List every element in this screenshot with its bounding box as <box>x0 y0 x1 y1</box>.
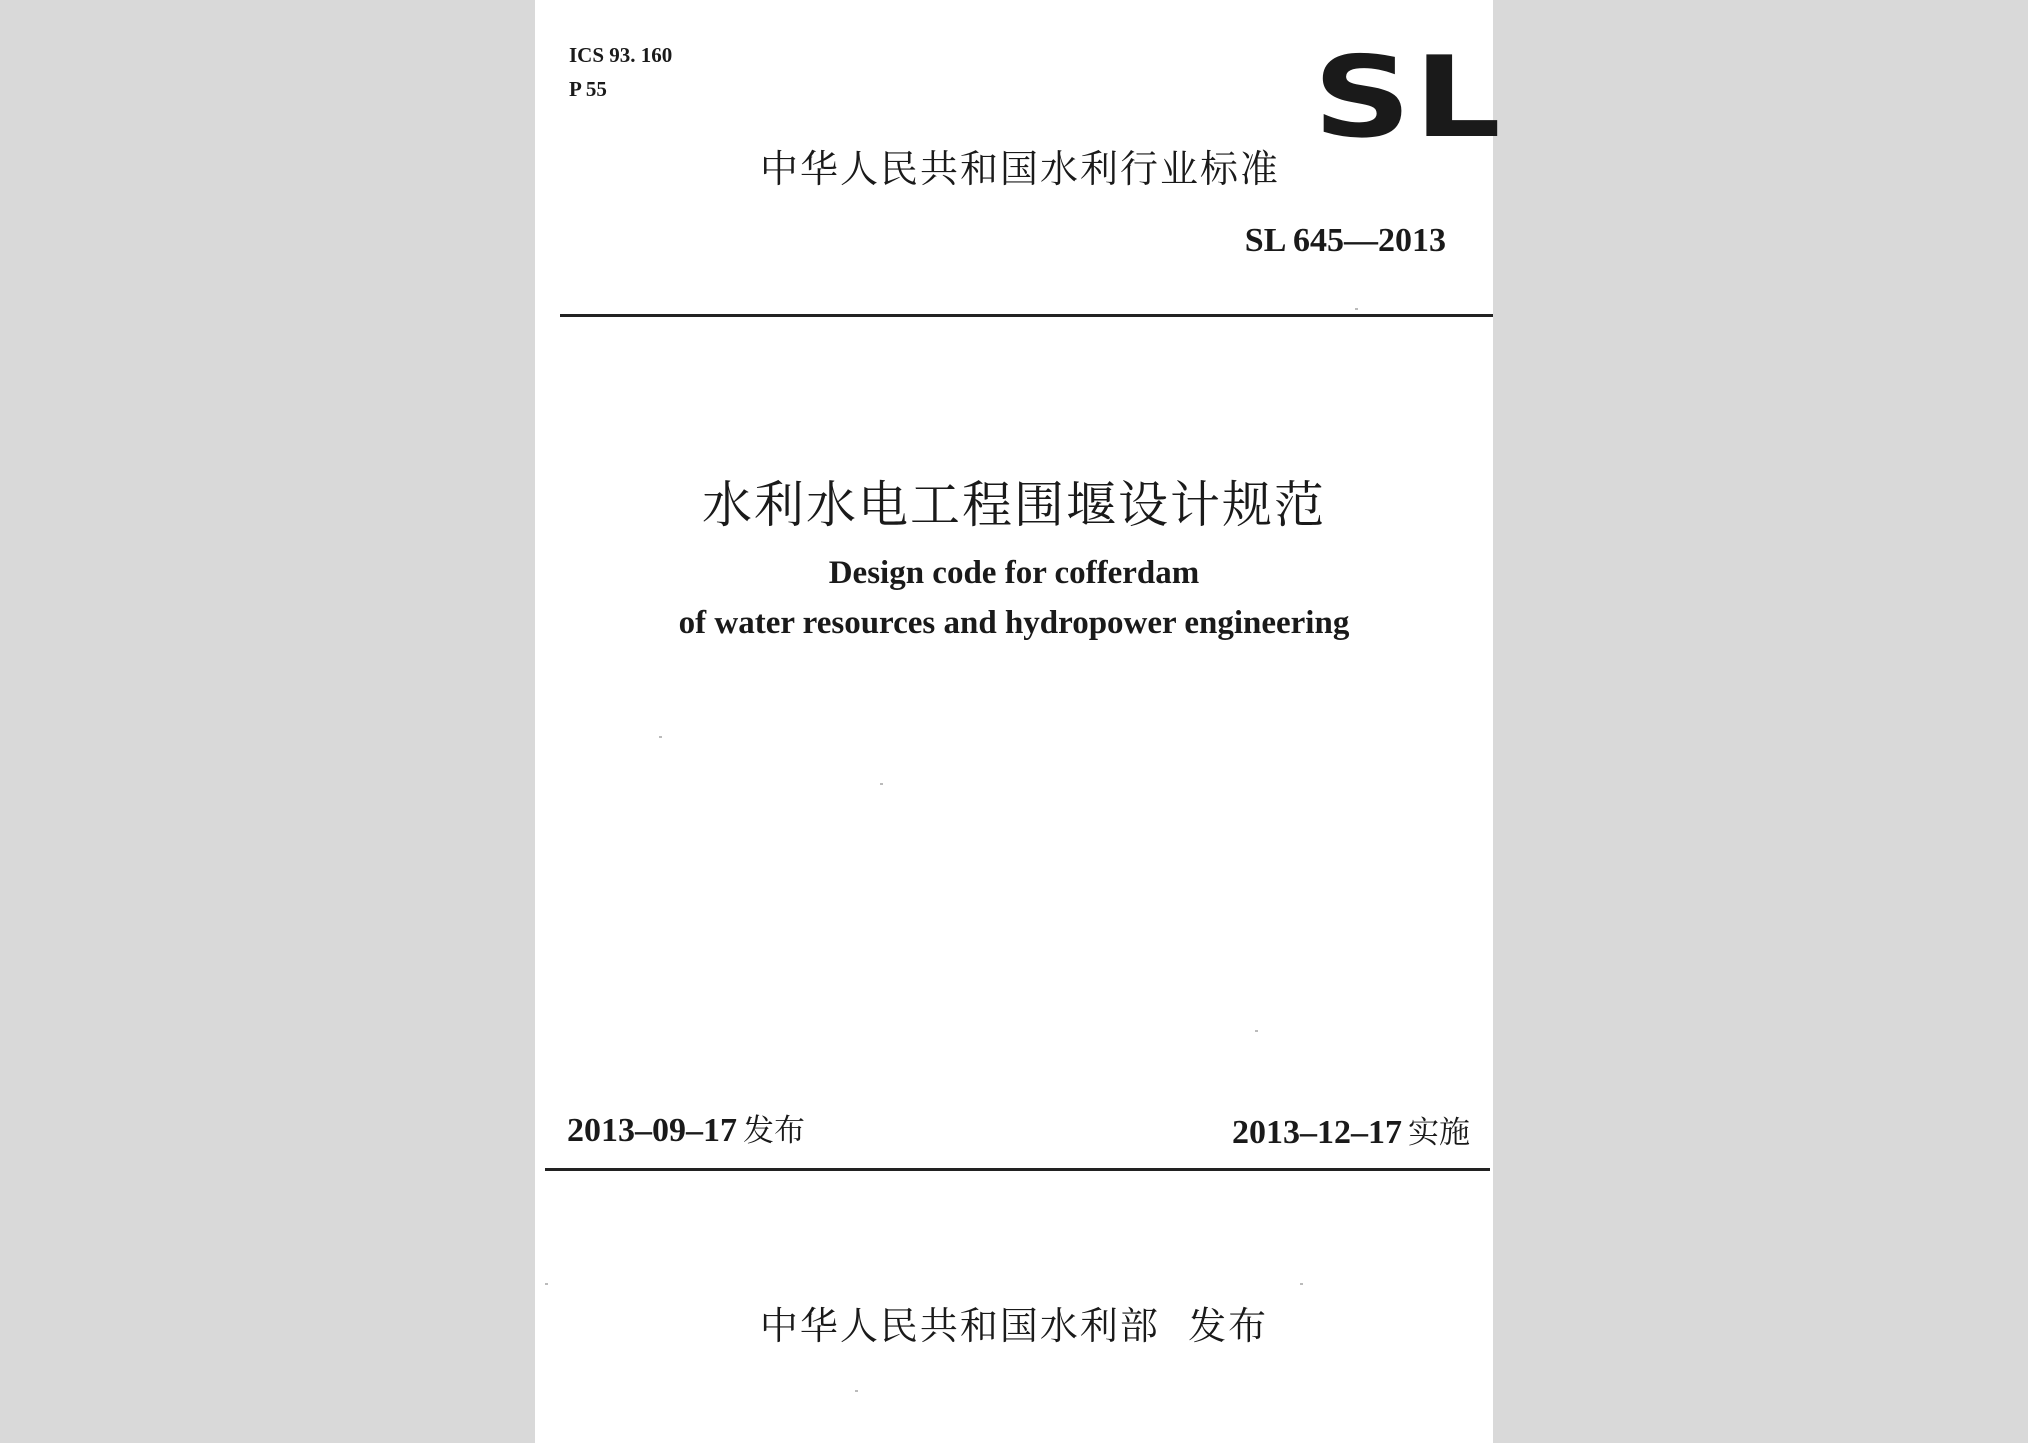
classification-codes <box>569 38 672 106</box>
scan-speck <box>659 736 662 738</box>
scan-speck <box>1355 308 1358 310</box>
english-title-line-1: Design code for cofferdam <box>828 555 1200 591</box>
scan-speck <box>880 783 883 785</box>
standard-number: SL 645—2013 <box>1244 222 1446 259</box>
bottom-divider <box>545 1168 1490 1171</box>
effective-date-label: 实施 <box>1408 1115 1470 1151</box>
publisher: 中华人民共和国水利部 发布 <box>759 1304 1269 1348</box>
scan-speck <box>1300 1283 1303 1285</box>
document-page <box>535 0 1504 1443</box>
issue-date-label: 发布 <box>743 1113 805 1149</box>
scan-speck <box>855 1390 858 1392</box>
top-divider <box>560 314 1493 317</box>
scan-speck <box>1255 1030 1258 1032</box>
document-title-chinese: 水利水电工程围堰设计规范 <box>702 476 1326 534</box>
issue-date-value: 2013–09–17 <box>567 1112 737 1149</box>
issue-date <box>567 1105 805 1150</box>
industry-standard-title-text: 中华人民共和国水利行业标准 <box>760 147 1281 191</box>
sl-logo: SL <box>1313 33 1504 163</box>
ccs-code: P 55 <box>569 77 607 101</box>
ics-code: ICS 93. 160 <box>569 43 673 67</box>
scan-speck <box>545 1283 548 1285</box>
effective-date-value: 2013–12–17 <box>1232 1114 1402 1151</box>
english-title-line-2: of water resources and hydropower engineering <box>678 605 1350 641</box>
industry-standard-title <box>535 138 1493 193</box>
document-title-english <box>535 548 1493 648</box>
effective-date <box>1232 1107 1470 1152</box>
